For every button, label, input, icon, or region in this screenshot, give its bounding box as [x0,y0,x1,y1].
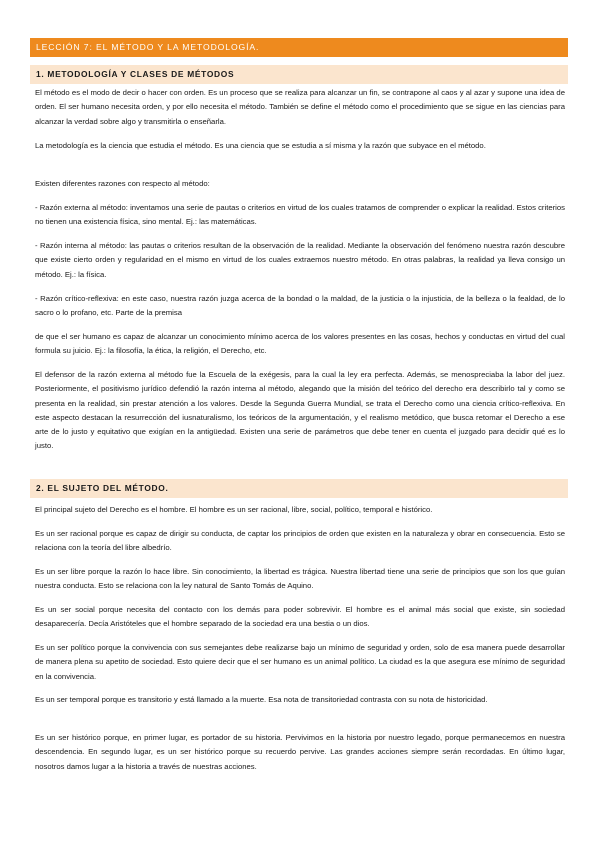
paragraph: de que el ser humano es capaz de alcanzar un conocimiento mínimo acerca de los valores presentes en las cosas, hechos y conductas en virtud del cual formula su juicio. Ej.: la filosofía, la ética, la religión, el Derecho, etc. [35,332,565,356]
paragraph: El método es el modo de decir o hacer con orden. Es un proceso que se realiza para alcanzar un fin, se contrapone al caos y al azar y supone una idea de orden. El ser humano necesita orden, y por ello necesita el método. También se define el método como el procedimiento que se sigue en las ciencias para alcanzar la verdad sobre algo y transmitirla o enseñarla. [35,88,565,126]
paragraph: Es un ser político porque la convivencia con sus semejantes debe realizarse bajo un mínimo de seguridad y orden, solo de esa manera puede desarrollar de manera plena su apetito de sociedad. Esto quiere decir que el ser humano es un animal político. La ciudad es la que asegura ese mínimo de seguridad en la convivencia. [35,643,565,681]
paragraph: Es un ser temporal porque es transitorio y está llamado a la muerte. Esa nota de transitoriedad contrasta con su nota de historicidad. [35,695,488,704]
paragraph: La metodología es la ciencia que estudia el método. Es una ciencia que se estudia a sí misma y la razón que subyace en el método. [35,141,486,150]
paragraph: Es un ser libre porque la razón lo hace libre. Sin conocimiento, la libertad es trágica. Nuestra libertad tiene una serie de principios que son los que guían nuestra conducta. Esto se relaciona con la ley natural de Santo Tomás de Aquino. [35,567,565,591]
lesson-title: LECCIÓN 7: EL MÉTODO Y LA METODOLOGÍA. [30,38,568,57]
paragraph: Existen diferentes razones con respecto al método: [35,179,210,188]
paragraph: Es un ser histórico porque, en primer lugar, es portador de su historia. Pervivimos en la historia por nuestro legado, porque permanecemos en nuestra descendencia. En segundo lugar, es un ser histórico porque su recuerdo pervive. Las grandes acciones siempre serán recordadas. En último lugar, nosotros damos lugar a la historia a través de nuestras acciones. [35,733,565,771]
list-item: - Razón interna al método: las pautas o criterios resultan de la observación de la realidad. Mediante la observación del fenómeno nuestra razón descubre que existe cierto orden y regularidad en el mismo en virtud de los cuales extraemos nuestro método. En otras palabras, la realidad ya lleva consigo un método. Ej.: la física. [35,241,565,279]
paragraph: El principal sujeto del Derecho es el hombre. El hombre es un ser racional, libre, social, político, temporal e histórico. [35,505,433,514]
section-heading-2: 2. EL SUJETO DEL MÉTODO. [30,479,568,498]
list-item: - Razón externa al método: inventamos una serie de pautas o criterios en virtud de los cuales tratamos de comprender o explicar la realidad. Estos criterios no tienen una existencia física, sino mental. Ej.: las matemáticas. [35,203,565,227]
paragraph: Es un ser social porque necesita del contacto con los demás para poder sobrevivir. El hombre es el animal más social que existe, sin sociedad desaparecería. Decía Aristóteles que el hombre separado de la sociedad era una bestia o un dios. [35,605,565,629]
section-heading-1: 1. METODOLOGÍA Y CLASES DE MÉTODOS [30,65,568,84]
list-item: - Razón crítico-reflexiva: en este caso, nuestra razón juzga acerca de la bondad o la maldad, de la justicia o la injusticia, de la belleza o la fealdad, de lo sacro o lo profano, etc. Parte de la premisa [35,294,565,318]
paragraph: Es un ser racional porque es capaz de dirigir su conducta, de captar los principios de orden que existen en la naturaleza y obrar en consecuencia. Esto se relaciona con la teoría del libre albedrío. [35,529,565,553]
paragraph: El defensor de la razón externa al método fue la Escuela de la exégesis, para la cual la ley era perfecta. Además, se menospreciaba la labor del juez. Posteriormente, el positivismo jurídico defendió la razón interna al método, alegando que la misión del teórico del derecho era describirlo tal y como se presenta en la realidad, sin prestar atención a los valores. Desde la Segunda Guerra Mundial, se trata el Derecho como una ciencia crítico-reflexiva. En este aspecto destacan la resurrección del iusnaturalismo, los teóricos de la argumentación, y el realismo metódico, que busca retomar el Derecho a ese arte de lo justo y equitativo que exigían en la antigüedad. Existen una serie de parámetros que debe tener en cuenta el juzgado para decidir qué es lo justo. [35,370,565,451]
